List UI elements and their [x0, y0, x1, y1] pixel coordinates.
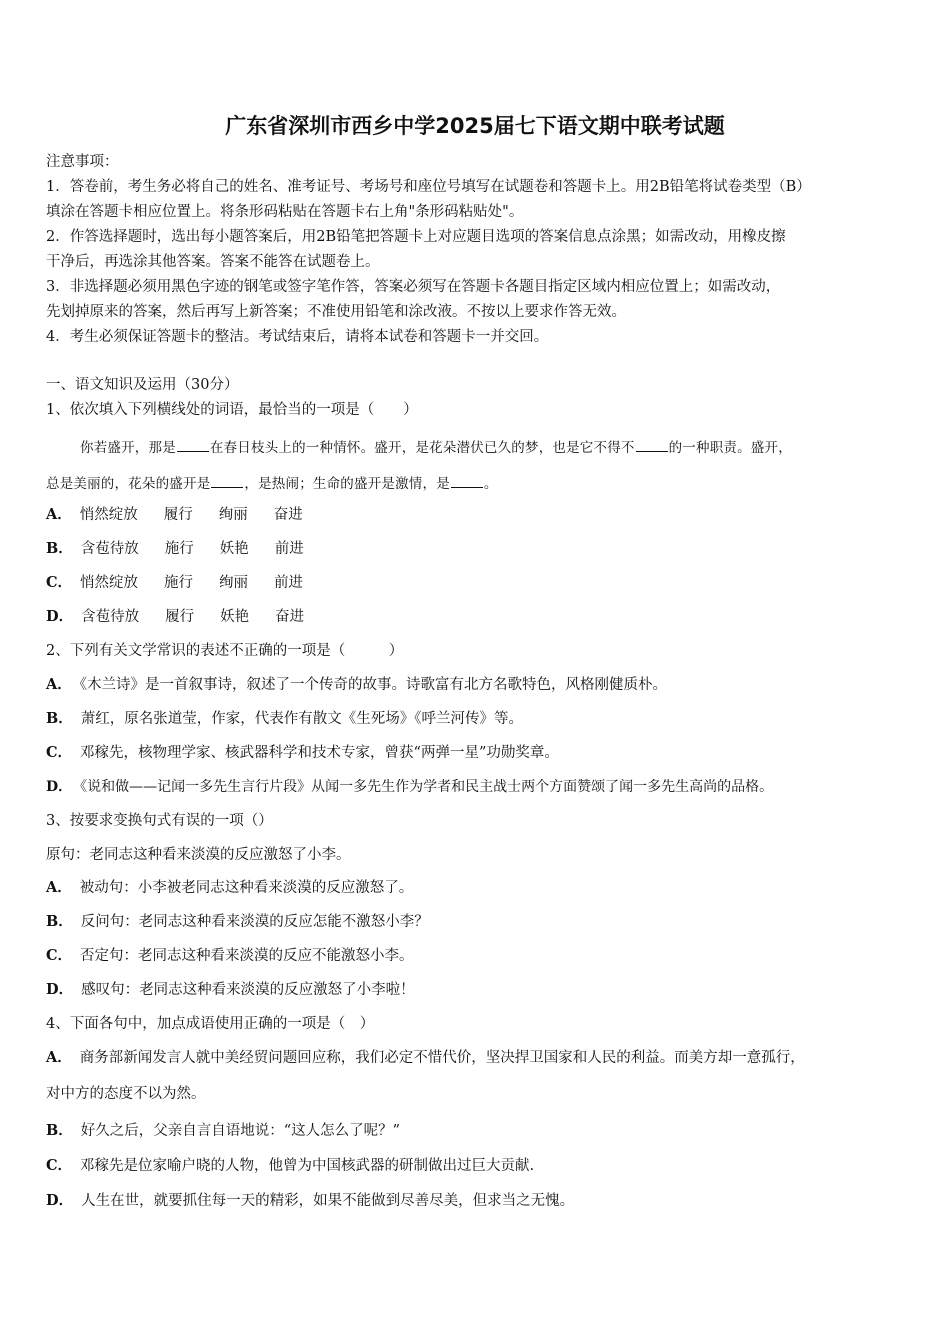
question-3-stem: 3、按要求变换句式有误的一项（）	[46, 813, 273, 829]
question-3-option-b	[46, 912, 429, 932]
question-1-option-a	[46, 505, 329, 525]
question-2-option-d	[46, 777, 773, 797]
option-letter: C．	[46, 744, 73, 761]
question-4-stem: 4、下面各句中，加点成语使用正确的一项是（ ）	[46, 1016, 375, 1032]
notice-line: 干净后，再选涂其他答案。答案不能答在试题卷上。	[46, 254, 380, 270]
option-letter: B．	[46, 540, 73, 557]
question-4-option-a	[46, 1048, 805, 1068]
option-word: 奋进	[275, 609, 305, 625]
passage-text: 你若盛开，那是	[80, 440, 176, 456]
notice-heading: 注意事项：	[46, 154, 119, 170]
question-2-option-b	[46, 709, 523, 729]
option-letter: D．	[46, 779, 73, 795]
option-word: 履行	[165, 609, 195, 625]
question-1-option-d	[46, 607, 330, 627]
option-text: 感叹句：老同志这种看来淡漠的反应激怒了小李啦！	[81, 982, 415, 998]
option-word: 绚丽	[218, 507, 248, 523]
passage-text: 在春日枝头上的一种情怀。盛开，是花朵潜伏已久的梦，也是它不得不	[209, 440, 635, 456]
question-4-option-a-cont	[46, 1084, 206, 1104]
option-word: 含苞待放	[81, 609, 140, 625]
option-letter: B．	[46, 1122, 73, 1139]
option-word: 含苞待放	[80, 541, 139, 557]
option-word: 履行	[163, 507, 193, 523]
notice-line: 填涂在答题卡相应位置上。将条形码粘贴在答题卡右上角"条形码粘贴处"。	[46, 204, 524, 220]
option-letter: D．	[46, 981, 74, 998]
passage-text: 。	[483, 476, 498, 492]
option-letter: B．	[46, 913, 73, 930]
notice-line: 先划掉原来的答案，然后再写上新答案；不准使用铅笔和涂改液。不按以上要求作答无效。	[46, 304, 626, 320]
fill-blank	[211, 474, 243, 488]
option-word: 施行	[164, 575, 194, 591]
option-text: 反问句：老同志这种看来淡漠的反应怎能不激怒小李？	[80, 914, 429, 930]
question-4-option-d	[46, 1191, 574, 1211]
option-text: 《木兰诗》是一首叙事诗，叙述了一个传奇的故事。诗歌富有北方名歌特色，风格刚健质朴。	[79, 677, 668, 693]
question-1-option-b	[46, 539, 330, 559]
option-text: 否定句：老同志这种看来淡漠的反应不能激怒小李。	[80, 948, 414, 964]
option-letter: D．	[46, 1192, 74, 1209]
notice-line: 4．考生必须保证答题卡的整洁。考试结束后，请将本试卷和答题卡一并交回。	[46, 329, 549, 345]
notice-line: 3．非选择题必须用黑色字迹的钢笔或签字笔作答，答案必须写在答题卡各题目指定区域内相应位置上；如需改动，	[46, 279, 781, 295]
fill-blank	[451, 474, 483, 488]
option-text: 萧红，原名张道莹，作家，代表作有散文《生死场》《呼兰河传》等。	[80, 711, 524, 727]
option-word: 奋进	[273, 507, 303, 523]
question-1-option-c	[46, 573, 329, 593]
question-1-passage	[46, 472, 498, 492]
option-word: 妖艳	[219, 541, 249, 557]
passage-text: 总是美丽的，花朵的盛开是	[46, 476, 211, 492]
question-2-option-c	[46, 743, 559, 763]
option-text: 对中方的态度不以为然。	[46, 1086, 206, 1102]
question-2-stem: 2、下列有关文学常识的表述不正确的一项是（ ）	[46, 643, 404, 659]
option-text: 邓稼先，核物理学家、核武器科学和技术专家，曾获“两弹一星”功勋奖章。	[80, 745, 559, 761]
option-letter: A．	[46, 879, 72, 896]
option-letter: C．	[46, 947, 73, 964]
question-3-original: 原句：老同志这种看来淡漠的反应激怒了小李。	[46, 847, 351, 863]
option-text: 被动句：小李被老同志这种看来淡漠的反应激怒了。	[79, 880, 414, 896]
option-text: 《说和做——记闻一多先生言行片段》从闻一多先生作为学者和民主战士两个方面赞颂了闻一多先生高尚的品格。	[80, 779, 774, 795]
fill-blank	[177, 438, 209, 452]
question-3-option-a	[46, 878, 413, 898]
question-4-option-c	[46, 1156, 534, 1176]
option-word: 绚丽	[219, 575, 249, 591]
option-word: 施行	[164, 541, 194, 557]
question-1-passage	[80, 436, 792, 456]
option-word: 悄然绽放	[79, 507, 138, 523]
option-text: 商务部新闻发言人就中美经贸问题回应称，我们必定不惜代价，坚决捍卫国家和人民的利益。而美方却一意孤行，	[79, 1050, 805, 1066]
option-letter: A．	[46, 676, 72, 693]
notice-line: 1．答卷前，考生务必将自己的姓名、准考证号、考场号和座位号填写在试题卷和答题卡上。用2B铅笔将试卷类型（B）	[46, 179, 811, 195]
page-title: 广东省深圳市西乡中学2025届七下语文期中联考试题	[225, 114, 725, 138]
question-1-stem: 1、依次填入下列横线处的词语，最恰当的一项是（ ）	[46, 402, 418, 418]
option-letter: B．	[46, 710, 73, 727]
section-heading: 一、语文知识及运用（30分）	[46, 377, 239, 393]
option-word: 妖艳	[220, 609, 250, 625]
option-word: 前进	[274, 541, 304, 557]
question-3-option-d	[46, 980, 415, 1000]
fill-blank	[636, 438, 668, 452]
option-letter: C．	[46, 574, 73, 591]
option-text: 邓稼先是位家喻户晓的人物，他曾为中国核武器的研制做出过巨大贡献.	[80, 1158, 535, 1174]
passage-text: ，是热闹；生命的盛开是激情，是	[244, 476, 450, 492]
option-letter: D．	[46, 608, 74, 625]
passage-text: 的一种职责。盛开，	[668, 440, 792, 456]
option-text: 人生在世，就要抓住每一天的精彩，如果不能做到尽善尽美，但求当之无愧。	[81, 1193, 575, 1209]
option-word: 悄然绽放	[80, 575, 139, 591]
question-2-option-a	[46, 675, 667, 695]
option-letter: A．	[46, 506, 72, 523]
option-letter: C．	[46, 1157, 73, 1174]
notice-line: 2．作答选择题时，选出每小题答案后，用2B铅笔把答题卡上对应题目选项的答案信息点涂黑；如需改动，用橡皮擦	[46, 229, 786, 245]
option-letter: A．	[46, 1049, 72, 1066]
option-word: 前进	[274, 575, 304, 591]
option-text: 好久之后，父亲自言自语地说：“这人怎么了呢？”	[80, 1123, 401, 1139]
question-3-option-c	[46, 946, 414, 966]
question-4-option-b	[46, 1121, 400, 1141]
